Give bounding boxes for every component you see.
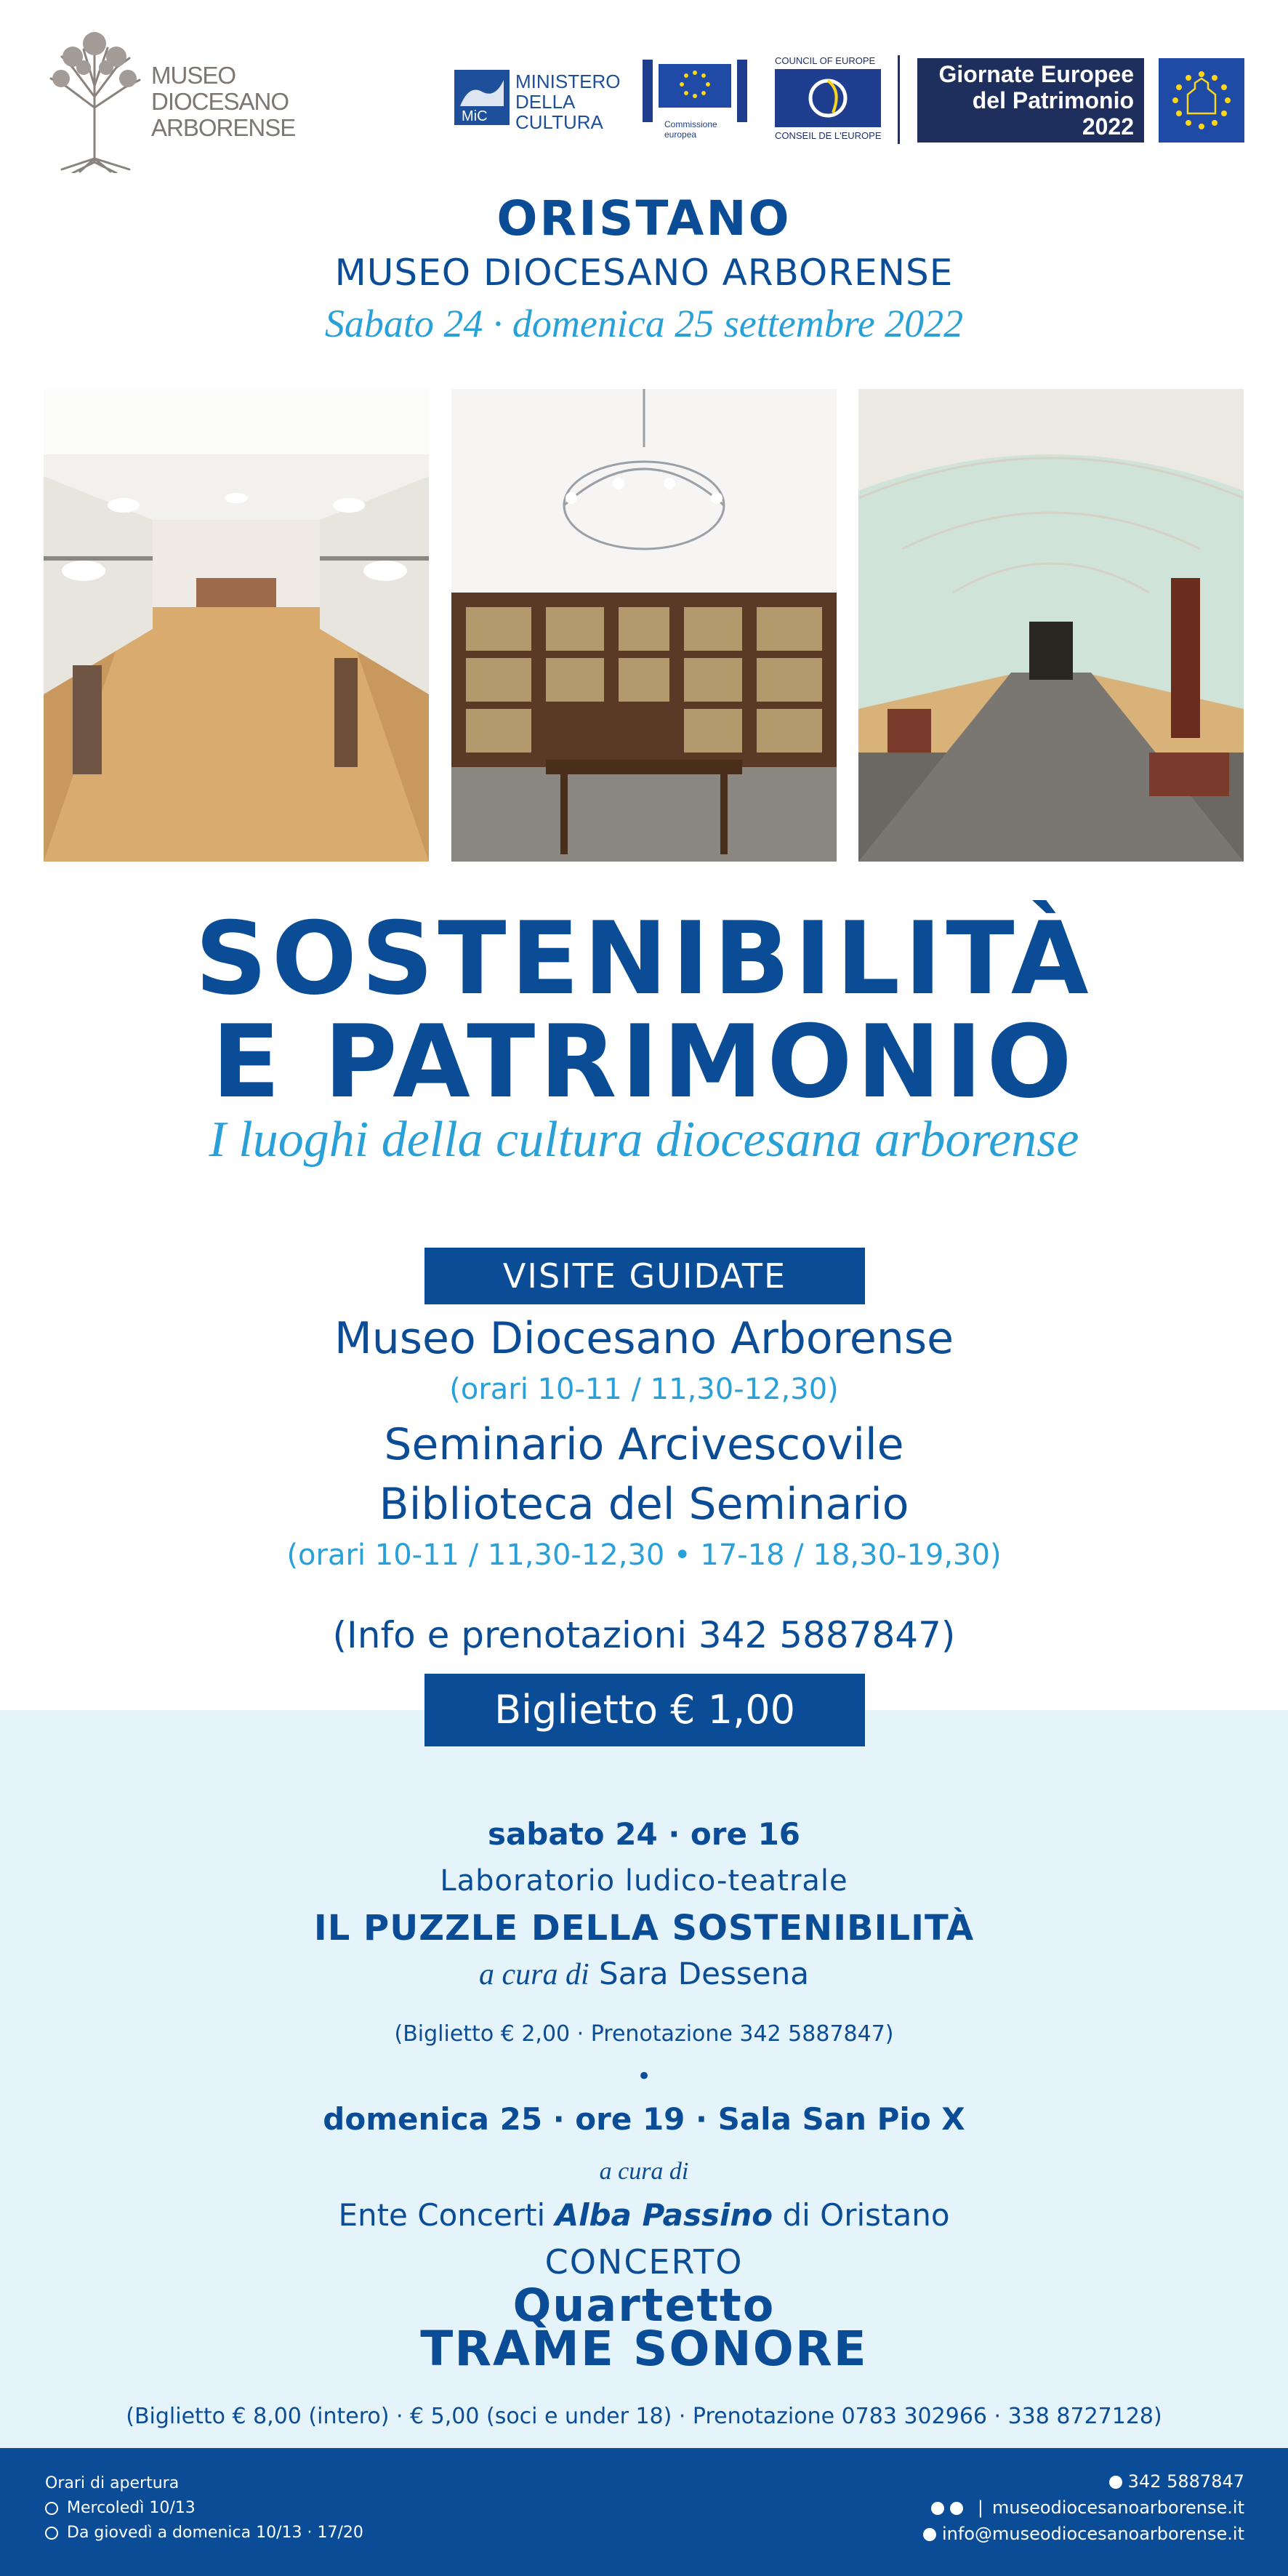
mic-badge — [454, 70, 510, 125]
event2-time: domenica 25 · ore 19 · Sala San Pio X — [323, 2101, 965, 2137]
event2-organizer-prefix: Ente Concerti — [338, 2197, 546, 2233]
event2-title-line2: TRAME SONORE — [420, 2321, 868, 2377]
museum-name: MUSEO DIOCESANO ARBORENSE — [334, 252, 954, 294]
event-subtitle: I luoghi della cultura diocesana arborense — [209, 1112, 1079, 1168]
booking-info: (Info e prenotazioni 342 5887847) — [332, 1614, 956, 1656]
clock-icon — [45, 2502, 58, 2515]
clock-icon — [45, 2527, 58, 2540]
footer — [0, 2448, 1288, 2576]
gep-label: Giornate Europee del Patrimonio 2022 — [917, 58, 1144, 143]
opening-hours-row-text: Mercoledì 10/13 — [67, 2499, 196, 2517]
globe-icon — [923, 2528, 936, 2541]
coe-flag — [775, 69, 881, 127]
event-dates: Sabato 24 · domenica 25 settembre 2022 — [324, 302, 964, 345]
venue-museum-hours: (orari 10-11 / 11,30-12,30) — [449, 1373, 839, 1406]
contact-email[interactable] — [923, 2524, 1244, 2544]
opening-hours-title: Orari di apertura — [45, 2474, 180, 2492]
event2-title-line1: Quartetto — [512, 2279, 776, 2332]
whatsapp-icon — [1109, 2476, 1122, 2489]
event1-curator — [0, 1956, 1288, 1992]
library-photo — [451, 389, 837, 862]
corridor-photo — [858, 389, 1244, 862]
coe-top-text: COUNCIL OF EUROPE — [775, 55, 876, 66]
city-title: ORISTANO — [496, 190, 792, 246]
header-logos — [0, 0, 1288, 174]
contact-website-text: museodiocesanoarborense.it — [992, 2497, 1244, 2518]
instagram-icon — [950, 2502, 963, 2515]
event2-type: CONCERTO — [544, 2242, 744, 2282]
eu-stars-icon — [1159, 58, 1244, 143]
event-separator: • — [636, 2062, 652, 2091]
opening-hours-row — [45, 2524, 363, 2542]
facebook-icon — [931, 2502, 944, 2515]
main-title-line2: E PATRIMONIO — [212, 1003, 1076, 1120]
header-divider — [898, 55, 900, 144]
museum-logo — [44, 28, 296, 173]
visits-label: VISITE GUIDATE — [424, 1248, 865, 1304]
event2-curated-by: a cura di — [599, 2158, 689, 2185]
coe-bottom-text: CONSEIL DE L'EUROPE — [775, 130, 882, 141]
ec-logo-text: Commissione europea — [664, 119, 717, 140]
council-of-europe-logo — [775, 55, 884, 144]
contact-email-text: info@museodiocesanoarborense.it — [942, 2524, 1244, 2544]
ministry-logo-text: MINISTERO DELLA CULTURA — [515, 71, 621, 133]
venue-library: Biblioteca del Seminario — [379, 1479, 909, 1530]
event1-title: IL PUZZLE DELLA SOSTENIBILITÀ — [313, 1908, 975, 1949]
opening-hours-row-text: Da giovedì a domenica 10/13 · 17/20 — [67, 2524, 363, 2542]
event1-time: sabato 24 · ore 16 — [487, 1816, 801, 1852]
museum-hall-photo — [44, 389, 429, 862]
opening-hours-row — [45, 2499, 196, 2517]
ticket-price-badge: Biglietto € 1,00 — [424, 1674, 865, 1746]
contact-phone[interactable] — [1109, 2471, 1244, 2492]
european-commission-logo — [640, 58, 756, 144]
contact-website[interactable]: | museodiocesanoarborense.it — [931, 2497, 1244, 2518]
venue-museum: Museo Diocesano Arborense — [334, 1313, 954, 1364]
event2-organizer-name: Alba Passino — [555, 2197, 773, 2233]
event2-organizer — [0, 2197, 1288, 2233]
event1-curator-prefix: a cura di — [479, 1958, 589, 1991]
main-title-line1: SOSTENIBILITÀ — [195, 900, 1093, 1017]
svg-text:MiC: MiC — [462, 108, 488, 124]
contact-phone-text: 342 5887847 — [1127, 2471, 1244, 2492]
venue-seminary-hours: (orari 10-11 / 11,30-12,30 • 17-18 / 18,30-19,30) — [286, 1538, 1002, 1572]
event2-ticket: (Biglietto € 8,00 (intero) · € 5,00 (soci e under 18) · Prenotazione 0783 302966 · 338 8727128) — [126, 2404, 1162, 2429]
venue-seminary: Seminario Arcivescovile — [384, 1419, 904, 1470]
event2-organizer-suffix: di Oristano — [782, 2197, 950, 2233]
tree-logo-icon — [44, 28, 145, 173]
event1-curator-name: Sara Dessena — [599, 1956, 809, 1991]
museum-logo-text: MUSEO DIOCESANO ARBORENSE — [151, 62, 296, 141]
event1-type: Laboratorio ludico-teatrale — [440, 1864, 848, 1898]
event1-ticket: (Biglietto € 2,00 · Prenotazione 342 5887847) — [394, 2021, 894, 2047]
